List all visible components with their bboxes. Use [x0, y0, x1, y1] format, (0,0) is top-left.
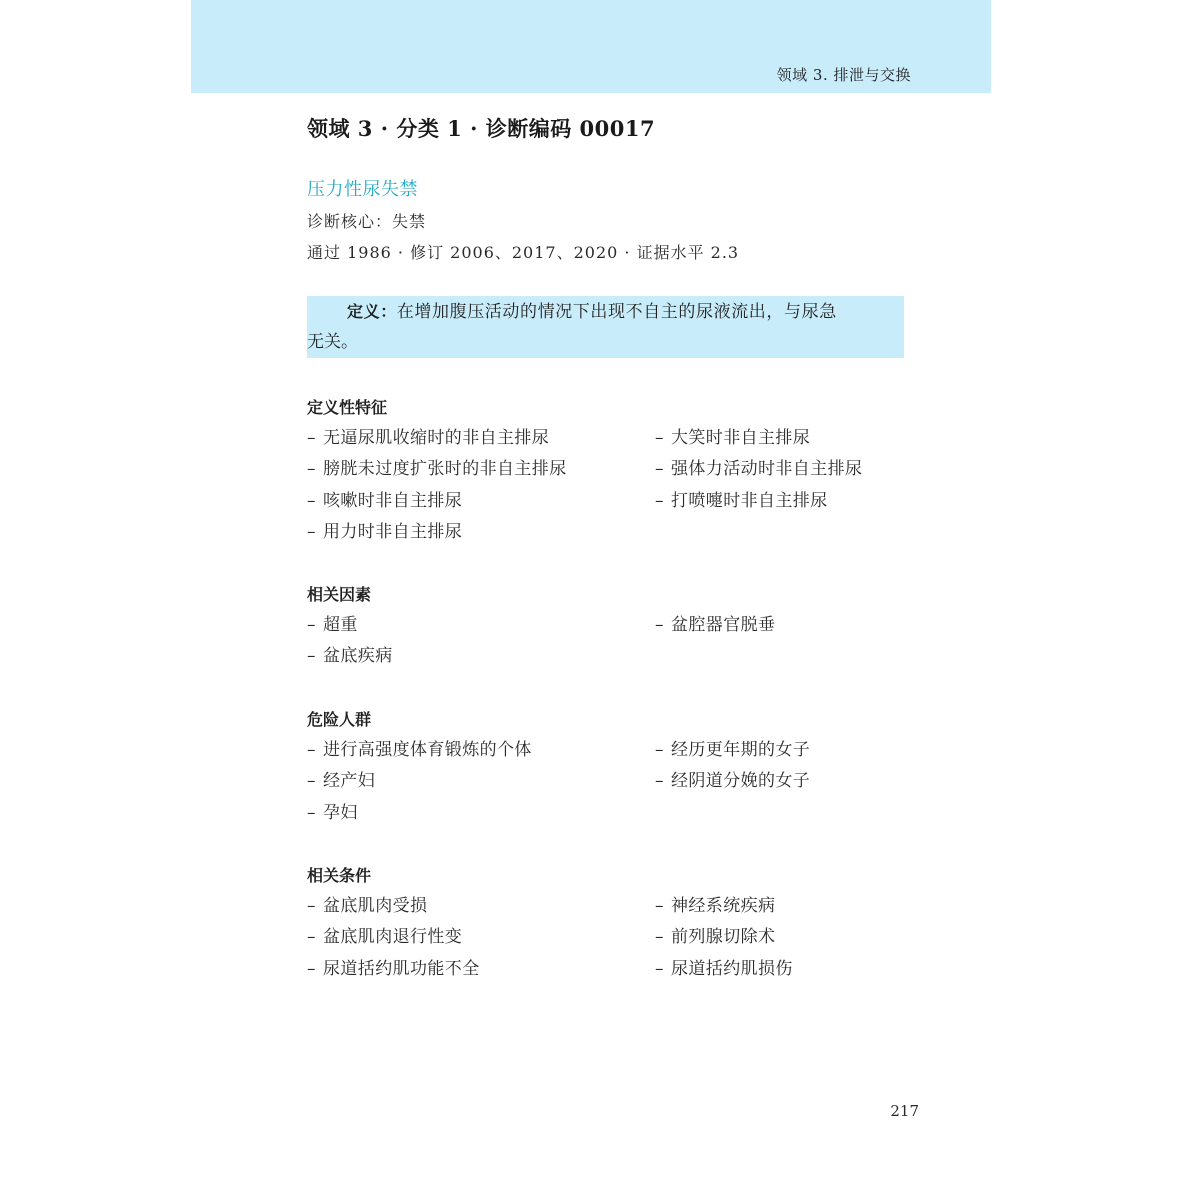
section-related-factors — [307, 579, 927, 673]
item-text: 盆底疾病 — [323, 646, 393, 667]
list-item — [307, 517, 655, 548]
running-head: 领域 3. 排泄与交换 — [776, 66, 911, 84]
list-item — [655, 766, 927, 797]
item-text: 咳嗽时非自主排尿 — [323, 490, 463, 511]
item-text: 打喷嚏时非自主排尿 — [671, 490, 828, 511]
item-text: 进行高强度体育锻炼的个体 — [323, 740, 532, 760]
item-text: 神经系统疾病 — [671, 896, 776, 916]
item-text: 尿道括约肌功能不全 — [323, 958, 480, 979]
section-at-risk-population — [307, 704, 927, 829]
dash-marker: – — [307, 459, 316, 480]
dash-marker: – — [307, 521, 316, 542]
dash-marker: – — [307, 771, 316, 792]
dash-marker: – — [307, 490, 316, 511]
item-list — [307, 891, 927, 985]
dash-marker: – — [655, 740, 664, 760]
item-text: 孕妇 — [323, 802, 358, 823]
item-text: 盆腔器官脱垂 — [671, 615, 776, 635]
dash-marker: – — [307, 958, 316, 979]
dash-marker: – — [307, 428, 316, 448]
dash-marker: – — [655, 958, 664, 979]
diagnosis-name: 压力性尿失禁 — [307, 179, 418, 200]
section-defining-characteristics — [307, 392, 927, 548]
page-title: 领域 3 · 分类 1 · 诊断编码 00017 — [307, 116, 656, 141]
dash-marker: – — [307, 740, 316, 760]
book-page — [191, 0, 991, 1183]
list-item — [655, 423, 927, 454]
definition-text-2: 无关。 — [307, 332, 358, 352]
item-text: 无逼尿肌收缩时的非自主排尿 — [323, 428, 550, 448]
section-heading: 相关因素 — [307, 585, 372, 604]
item-list — [307, 735, 927, 829]
section-heading: 相关条件 — [307, 866, 372, 885]
list-item — [307, 891, 655, 922]
list-item — [307, 922, 655, 953]
dash-marker: – — [307, 615, 316, 635]
item-text: 前列腺切除术 — [671, 927, 776, 948]
list-item — [307, 735, 655, 766]
item-list — [307, 423, 927, 548]
list-item — [655, 954, 927, 985]
dash-marker: – — [307, 646, 316, 667]
definition-line-2 — [307, 327, 904, 358]
item-text: 大笑时非自主排尿 — [671, 428, 811, 448]
section-heading: 危险人群 — [307, 710, 372, 729]
list-item — [655, 454, 927, 485]
dash-marker: – — [655, 490, 664, 511]
page-number: 217 — [890, 1102, 919, 1120]
list-item — [307, 954, 655, 985]
item-text: 强体力活动时非自主排尿 — [671, 459, 863, 480]
dash-marker: – — [655, 927, 664, 948]
list-item — [655, 486, 927, 517]
item-text: 经阴道分娩的女子 — [671, 771, 811, 792]
dash-marker: – — [307, 802, 316, 823]
dash-marker: – — [655, 459, 664, 480]
section-associated-conditions — [307, 860, 927, 985]
dash-marker: – — [655, 771, 664, 792]
list-item — [655, 610, 927, 641]
item-text: 超重 — [323, 615, 358, 635]
section-heading: 定义性特征 — [307, 398, 388, 417]
dash-marker: – — [307, 896, 316, 916]
list-item — [307, 423, 655, 454]
definition-label: 定义： — [347, 302, 397, 321]
item-text: 用力时非自主排尿 — [323, 521, 463, 542]
item-text: 尿道括约肌损伤 — [671, 958, 793, 979]
list-item — [307, 454, 655, 485]
item-text: 盆底肌肉退行性变 — [323, 927, 463, 948]
dash-marker: – — [655, 615, 664, 635]
list-item — [307, 798, 655, 829]
list-item — [307, 610, 655, 641]
dash-marker: – — [655, 428, 664, 448]
list-item — [655, 891, 927, 922]
definition-line-1 — [307, 296, 904, 327]
list-item — [307, 766, 655, 797]
diagnosis-history: 通过 1986 · 修订 2006、2017、2020 · 证据水平 2.3 — [307, 243, 740, 262]
definition-box — [307, 296, 904, 358]
list-item — [307, 641, 655, 672]
list-item — [307, 486, 655, 517]
diagnosis-focus: 诊断核心：失禁 — [307, 212, 427, 231]
dash-marker: – — [307, 927, 316, 948]
list-item — [655, 922, 927, 953]
item-text: 经产妇 — [323, 771, 376, 792]
header-band — [191, 0, 991, 93]
item-text: 盆底肌肉受损 — [323, 896, 428, 916]
item-text: 膀胱未过度扩张时的非自主排尿 — [323, 459, 567, 480]
item-text: 经历更年期的女子 — [671, 740, 811, 760]
dash-marker: – — [655, 896, 664, 916]
item-list — [307, 610, 927, 673]
definition-text-1: 在增加腹压活动的情况下出现不自主的尿液流出，与尿急 — [396, 302, 837, 322]
list-item — [655, 735, 927, 766]
